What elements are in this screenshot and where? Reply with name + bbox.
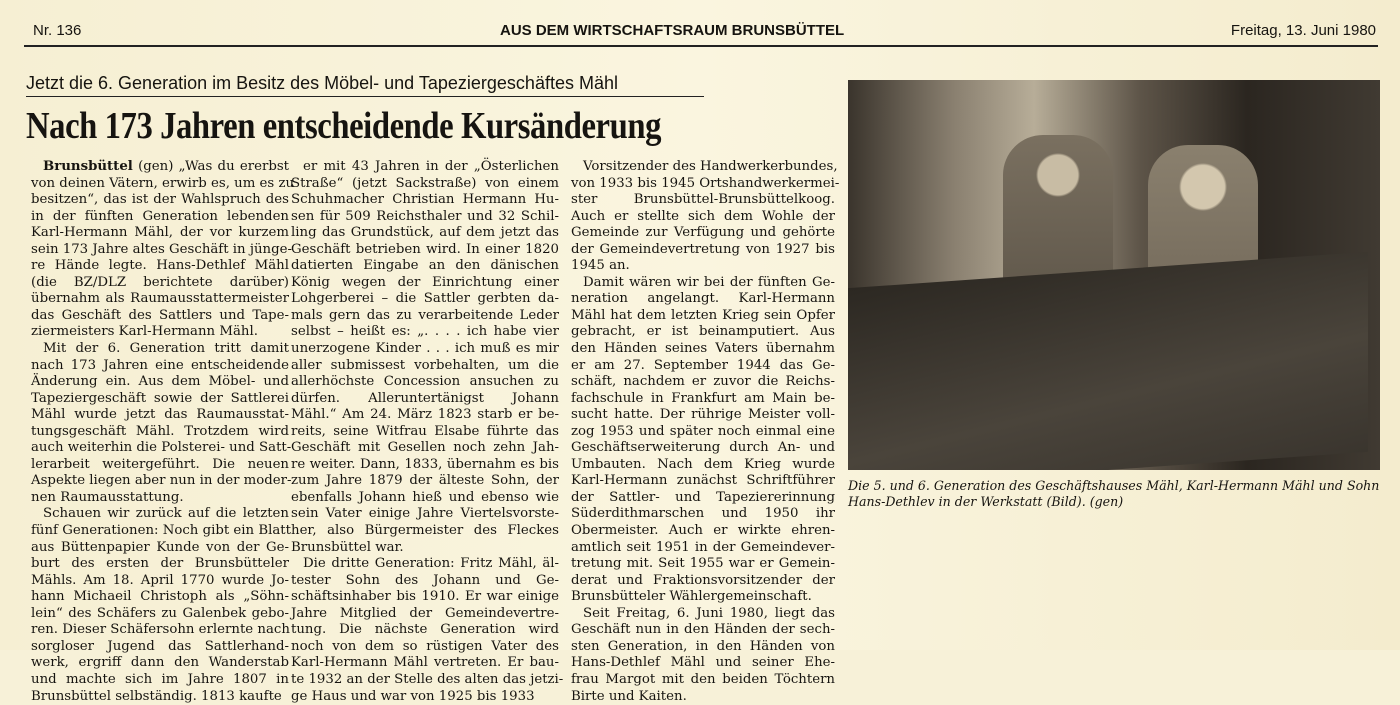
text-line: werk, ergriff dann den Wanderstab bbox=[31, 655, 289, 672]
text-line: fachschule in Frankfurt am Main be- bbox=[571, 391, 835, 408]
article-column-1 bbox=[31, 159, 289, 705]
text-line: derat und Fraktionsvorsitzender der bbox=[571, 573, 835, 590]
text-line bbox=[31, 159, 289, 176]
text-line: Mähl.“ Am 24. März 1823 starb er be- bbox=[291, 407, 559, 424]
text-line: re Hände legte. Hans-Dethlef Mähl bbox=[31, 258, 289, 275]
text-line: Straße“ (jetzt Sackstraße) von einem bbox=[291, 176, 559, 193]
text-line: schäftsinhaber bis 1910. Er war einige bbox=[291, 589, 559, 606]
photo-caption: Die 5. und 6. Generation des Geschäftshauses Mähl, Karl-Hermann Mähl und Sohn Hans-Dethlev in der Werkstatt (Bild). (gen) bbox=[848, 478, 1388, 510]
text-line: und machte sich im Jahre 1807 in bbox=[31, 672, 289, 689]
text-line: Die dritte Generation: Fritz Mähl, äl- bbox=[291, 556, 559, 573]
text-line: Gemeinde zur Verfügung und gehörte bbox=[571, 225, 835, 242]
text-line: fünf Generationen: Noch gibt ein Blatt bbox=[31, 523, 289, 540]
text-line: Vorsitzender des Handwerkerbundes, bbox=[571, 159, 835, 176]
text-line: tungsgeschäft Mähl. Trotzdem wird bbox=[31, 424, 289, 441]
text-line: hann Michaeil Christoph als „Söhn- bbox=[31, 589, 289, 606]
text-line: Obermeister. Auch er wirkte ehren- bbox=[571, 523, 835, 540]
text-line: Geschäft nun in den Händen der sech- bbox=[571, 622, 835, 639]
text-line: Aspekte liegen aber nun in der moder- bbox=[31, 473, 289, 490]
text-line: Brunsbütteler Wählergemeinschaft. bbox=[571, 589, 835, 606]
text-line: sucht hatte. Der rührige Meister voll- bbox=[571, 407, 835, 424]
text-line: von 1933 bis 1945 Ortshandwerkermei- bbox=[571, 176, 835, 193]
text-line: ster Brunsbüttel-Brunsbüttelkoog. bbox=[571, 192, 835, 209]
text-line: Karl-Hermann Mähl, der vor kurzem bbox=[31, 225, 289, 242]
text-line: her, also Bürgermeister des Fleckes bbox=[291, 523, 559, 540]
text-line: Brunsbüttel selbständig. 1813 kaufte bbox=[31, 689, 289, 705]
text-line: der Sattler- und Tapeziererinnung bbox=[571, 490, 835, 507]
text-line: Süderdithmarschen und 1950 ihr bbox=[571, 506, 835, 523]
text-line: schäft, nachdem er zuvor die Reichs- bbox=[571, 374, 835, 391]
text-line: sein 173 Jahre altes Geschäft in jünge- bbox=[31, 242, 289, 259]
text-line: besitzen“, das ist der Wahlspruch des bbox=[31, 192, 289, 209]
text-line: sen für 509 Reichsthaler und 32 Schil- bbox=[291, 209, 559, 226]
text-line: re weiter. Dann, 1833, übernahm es bis bbox=[291, 457, 559, 474]
text-line: Mähl wurde jetzt das Raumausstat- bbox=[31, 407, 289, 424]
text-line: gebracht, er ist beinamputiert. Aus bbox=[571, 324, 835, 341]
text-line: er am 27. September 1944 das Ge- bbox=[571, 358, 835, 375]
text-line: datierten Eingabe an den dänischen bbox=[291, 258, 559, 275]
text-line: Karl-Hermann Mähl vertreten. Er bau- bbox=[291, 655, 559, 672]
text-line: (die BZ/DLZ berichtete darüber) bbox=[31, 275, 289, 292]
upholstery-table bbox=[848, 252, 1368, 470]
text-line: aller submissest vorbehalten, um die bbox=[291, 358, 559, 375]
text-line: ebenfalls Johann hieß und ebenso wie bbox=[291, 490, 559, 507]
text-line: Seit Freitag, 6. Juni 1980, liegt das bbox=[571, 606, 835, 623]
text-line: reits, seine Witfrau Elsabe führte das bbox=[291, 424, 559, 441]
text-line: sein Vater einige Jahre Viertelsvorste- bbox=[291, 506, 559, 523]
issue-number: Nr. 136 bbox=[33, 22, 81, 39]
text-line: 1945 an. bbox=[571, 258, 835, 275]
article-column-3 bbox=[571, 159, 835, 705]
text-line: dürfen. Alleruntertänigst Johann bbox=[291, 391, 559, 408]
section-title: AUS DEM WIRTSCHAFTSRAUM BRUNSBÜTTEL bbox=[500, 22, 844, 39]
text-line: Auch er stellte sich dem Wohle der bbox=[571, 209, 835, 226]
text-line: noch von dem so rüstigen Vater des bbox=[291, 639, 559, 656]
text-line: Lohgerberei – die Sattler gerbten da- bbox=[291, 291, 559, 308]
text-line: Mähls. Am 18. April 1770 wurde Jo- bbox=[31, 573, 289, 590]
text-line: Tapeziergeschäft sowie der Sattlerei bbox=[31, 391, 289, 408]
text-line: Umbauten. Nach dem Krieg wurde bbox=[571, 457, 835, 474]
text-line: aus Büttenpapier Kunde von der Ge- bbox=[31, 540, 289, 557]
text-line: Mit der 6. Generation tritt damit bbox=[31, 341, 289, 358]
text-line: König wegen der Einrichtung einer bbox=[291, 275, 559, 292]
text-line: allerhöchste Concession ansuchen zu bbox=[291, 374, 559, 391]
text-line: Karl-Hermann zunächst Schriftführer bbox=[571, 473, 835, 490]
header-rule bbox=[24, 45, 1378, 47]
text-line: Birte und Kaiten. bbox=[571, 689, 835, 705]
text-line: von deinen Vätern, erwirb es, um es zu bbox=[31, 176, 289, 193]
text-line: tester Sohn des Johann und Ge- bbox=[291, 573, 559, 590]
text-line: Geschäftserweiterung durch An- und bbox=[571, 440, 835, 457]
text-line: neration angelangt. Karl-Hermann bbox=[571, 291, 835, 308]
text-line: den Händen seines Vaters übernahm bbox=[571, 341, 835, 358]
text-line: lein“ des Schäfers zu Galenbek gebo- bbox=[31, 606, 289, 623]
text-line: nen Raumausstattung. bbox=[31, 490, 289, 507]
text-line: sten Generation, in den Händen von bbox=[571, 639, 835, 656]
text-line-rest: (gen) „Was du ererbst bbox=[133, 159, 289, 174]
text-line: frau Margot mit den beiden Töchtern bbox=[571, 672, 835, 689]
text-line: Hans-Dethlef Mähl und seiner Ehe- bbox=[571, 655, 835, 672]
text-line: selbst – heißt es: „. . . . ich habe vier bbox=[291, 324, 559, 341]
text-line: tretung mit. Seit 1955 war er Gemein- bbox=[571, 556, 835, 573]
text-line: Schauen wir zurück auf die letzten bbox=[31, 506, 289, 523]
dateline: Brunsbüttel bbox=[43, 159, 133, 174]
text-line: mals gern das zu verarbeitende Leder bbox=[291, 308, 559, 325]
text-line: auch weiterhin die Polsterei- und Satt- bbox=[31, 440, 289, 457]
article-headline: Nach 173 Jahren entscheidende Kursänderung bbox=[26, 104, 661, 148]
text-line: Geschäft betrieben wird. In einer 1820 bbox=[291, 242, 559, 259]
text-line: ren. Dieser Schäfersohn erlernte nach bbox=[31, 622, 289, 639]
text-line: ziermeisters Karl-Hermann Mähl. bbox=[31, 324, 289, 341]
text-line: zog 1953 und später noch einmal eine bbox=[571, 424, 835, 441]
text-line: Schuhmacher Christian Hermann Hu- bbox=[291, 192, 559, 209]
text-line: te 1932 an der Stelle des alten das jetzi- bbox=[291, 672, 559, 689]
text-line: in der fünften Generation lebenden bbox=[31, 209, 289, 226]
text-line: nach 173 Jahren eine entscheidende bbox=[31, 358, 289, 375]
text-line: lerarbeit weitergeführt. Die neuen bbox=[31, 457, 289, 474]
text-line: amtlich seit 1951 in der Gemeindever- bbox=[571, 540, 835, 557]
text-line: Jahre Mitglied der Gemeindevertre- bbox=[291, 606, 559, 623]
article-photo bbox=[848, 80, 1380, 470]
text-line: ge Haus und war von 1925 bis 1933 bbox=[291, 689, 559, 705]
text-line: übernahm als Raumausstattermeister bbox=[31, 291, 289, 308]
text-line: ling das Grundstück, auf dem jetzt das bbox=[291, 225, 559, 242]
text-line: burt des ersten der Brunsbütteler bbox=[31, 556, 289, 573]
text-line: das Geschäft des Sattlers und Tape- bbox=[31, 308, 289, 325]
text-line: Brunsbüttel war. bbox=[291, 540, 559, 557]
text-line: der Gemeindevertretung von 1927 bis bbox=[571, 242, 835, 259]
text-line: Mähl hat dem letzten Krieg sein Opfer bbox=[571, 308, 835, 325]
article-column-2 bbox=[291, 159, 559, 705]
text-line: zum Jahre 1879 der älteste Sohn, der bbox=[291, 473, 559, 490]
text-line: Änderung ein. Aus dem Möbel- und bbox=[31, 374, 289, 391]
text-line: tung. Die nächste Generation wird bbox=[291, 622, 559, 639]
issue-date: Freitag, 13. Juni 1980 bbox=[1231, 22, 1376, 39]
text-line: Damit wären wir bei der fünften Ge- bbox=[571, 275, 835, 292]
text-line: unerzogene Kinder . . . ich muß es mir bbox=[291, 341, 559, 358]
text-line: sorgloser Jugend das Sattlerhand- bbox=[31, 639, 289, 656]
text-line: er mit 43 Jahren in der „Österlichen bbox=[291, 159, 559, 176]
text-line: Geschäft mit Gesellen noch zehn Jah- bbox=[291, 440, 559, 457]
article-kicker: Jetzt die 6. Generation im Besitz des Möbel- und Tapeziergeschäftes Mähl bbox=[26, 73, 704, 97]
